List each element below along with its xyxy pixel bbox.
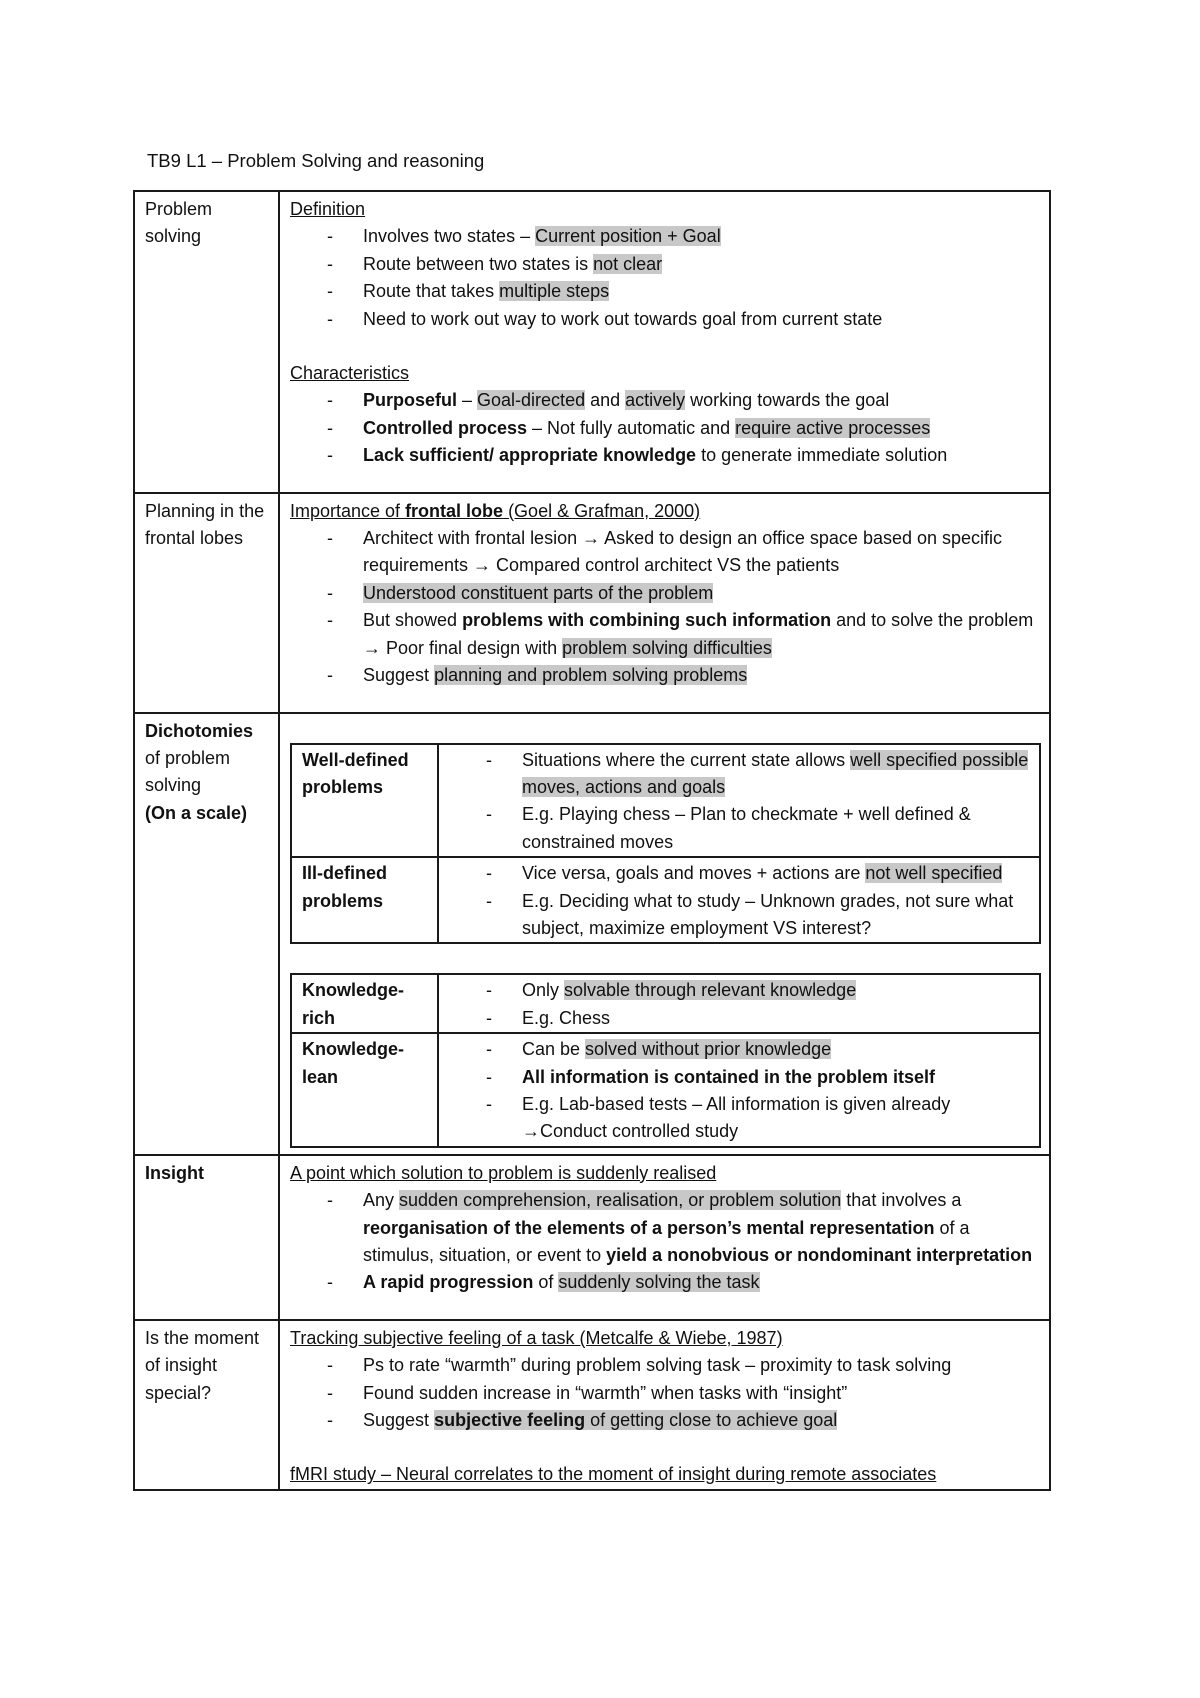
list-item: - A rapid progression of suddenly solving the task — [363, 1269, 1039, 1296]
highlight: Current position + Goal — [535, 226, 721, 247]
list-item — [363, 580, 1039, 607]
list-item: - Suggest subjective feeling of getting close to achieve goal — [363, 1407, 1039, 1434]
list-item: - Vice versa, goals and moves + actions are not well specified — [522, 860, 1029, 887]
list-item: - Only solvable through relevant knowledge — [522, 977, 1029, 1004]
row-label-moment — [134, 1320, 279, 1490]
row-content-moment — [279, 1320, 1050, 1490]
highlight: planning and problem solving problems — [434, 665, 748, 686]
list-item: - Route between two states is not clear — [363, 251, 1039, 278]
highlight: suddenly solving the task — [558, 1272, 760, 1293]
list-item: - E.g. Playing chess – Plan to checkmate + well defined & constrained moves — [522, 801, 1029, 856]
list-item: - Can be solved without prior knowledge — [522, 1036, 1029, 1063]
highlight: solvable through relevant knowledge — [564, 980, 857, 1001]
list-item: - Situations where the current state allows well specified possible moves, actions and goals — [522, 747, 1029, 802]
highlight: solved without prior knowledge — [585, 1039, 832, 1060]
list-item: - Suggest planning and problem solving problems — [363, 662, 1039, 689]
knowledge-lean-label: Knowledge-lean — [291, 1033, 438, 1147]
list-item: - Controlled process – Not fully automatic and require active processes — [363, 415, 1039, 442]
moment-list — [290, 1352, 1039, 1434]
knowledge-lean-content — [438, 1033, 1040, 1147]
list-item: - E.g. Lab-based tests – All information is given already →Conduct controlled study — [522, 1091, 1029, 1146]
moment-heading: Tracking subjective feeling of a task (Metcalfe & Wiebe, 1987) — [290, 1327, 783, 1348]
notes-table — [133, 190, 1051, 1491]
row-content-dichotomies — [279, 713, 1050, 1155]
page-title: TB9 L1 – Problem Solving and reasoning — [147, 150, 485, 171]
definition-heading: Definition — [290, 199, 366, 219]
table-row-dichotomies — [134, 713, 1050, 1155]
planning-heading: Importance of frontal lobe (Goel & Grafman, 2000) — [290, 500, 701, 521]
table-row-planning — [134, 493, 1050, 713]
row-content-planning — [279, 493, 1050, 713]
row-label-text: Insight — [145, 1162, 204, 1183]
row-label-dichotomies: Dichotomies of problem solving (On a scale) — [134, 713, 279, 1155]
knowledge-table — [290, 973, 1041, 1147]
highlight: require active processes — [735, 417, 931, 438]
highlight: not well specified — [865, 863, 1003, 884]
list-item: - But showed problems with combining such information and to solve the problem → Poor final design with problem solving difficulties — [363, 607, 1039, 662]
highlight: subjective feeling of getting close to achieve goal — [434, 1410, 838, 1431]
knowledge-rich-label: Knowledge-rich — [291, 974, 438, 1033]
highlight: not clear — [593, 253, 663, 274]
defined-problems-table — [290, 743, 1041, 945]
list-item: - Architect with frontal lesion → Asked to design an office space based on specific requirements → Compared control architect VS the patients — [363, 525, 1039, 580]
highlight: problem solving difficulties — [562, 637, 772, 658]
row-label-text: Problem solving — [145, 199, 213, 247]
highlight: sudden comprehension, realisation, or problem solution — [399, 1190, 842, 1211]
list-item: - Ps to rate “warmth” during problem solving task – proximity to task solving — [363, 1352, 1039, 1379]
table-row — [291, 857, 1040, 943]
ill-defined-content — [438, 857, 1040, 943]
row-content-insight — [279, 1155, 1050, 1320]
highlight: Goal-directed — [477, 390, 586, 411]
definition-list — [290, 223, 1039, 333]
knowledge-rich-content — [438, 974, 1040, 1033]
list-item: - Route that takes multiple steps — [363, 278, 1039, 305]
list-item: - Lack sufficient/ appropriate knowledge to generate immediate solution — [363, 442, 1039, 469]
planning-list — [290, 525, 1039, 689]
ill-defined-label: Ill-defined problems — [291, 857, 438, 943]
insight-heading: A point which solution to problem is suddenly realised — [290, 1162, 717, 1183]
characteristics-list — [290, 387, 1039, 469]
row-label-insight — [134, 1155, 279, 1320]
table-row-problem-solving — [134, 191, 1050, 493]
list-item: - Purposeful – Goal-directed and actively working towards the goal — [363, 387, 1039, 414]
row-content-problem-solving — [279, 191, 1050, 493]
list-item: - E.g. Chess — [522, 1005, 1029, 1032]
characteristics-heading: Characteristics — [290, 363, 410, 384]
fmri-heading: fMRI study – Neural correlates to the moment of insight during remote associates — [290, 1464, 937, 1485]
well-defined-label: Well-defined problems — [291, 744, 438, 858]
list-item: - Need to work out way to work out towards goal from current state — [363, 306, 1039, 333]
well-defined-content — [438, 744, 1040, 858]
list-item: - Any sudden comprehension, realisation, or problem solution that involves a reorganisation of the elements of a person’s mental representation of a stimulus, situation, or event to yield a nonobvious or nondominant interpretation — [363, 1187, 1039, 1269]
table-row — [291, 1033, 1040, 1147]
highlight: well specified possible moves, actions and goals — [522, 749, 1029, 797]
list-item: - Involves two states – Current position + Goal — [363, 223, 1039, 250]
insight-list — [290, 1187, 1039, 1297]
highlight: multiple steps — [499, 281, 610, 302]
row-label-text: Is the moment of insight special? — [145, 1327, 260, 1403]
row-label-planning — [134, 493, 279, 713]
row-label-text: Planning in the frontal lobes — [145, 500, 265, 549]
list-item: - Found sudden increase in “warmth” when tasks with “insight” — [363, 1380, 1039, 1407]
table-row — [291, 974, 1040, 1033]
table-row-insight — [134, 1155, 1050, 1320]
highlight: actively — [625, 390, 686, 411]
table-row-moment — [134, 1320, 1050, 1490]
table-row — [291, 744, 1040, 858]
row-label-problem-solving — [134, 191, 279, 493]
list-item: - All information is contained in the problem itself — [522, 1064, 1029, 1091]
highlight: Understood constituent parts of the problem — [363, 582, 714, 603]
list-item: - E.g. Deciding what to study – Unknown grades, not sure what subject, maximize employment VS interest? — [522, 888, 1029, 943]
